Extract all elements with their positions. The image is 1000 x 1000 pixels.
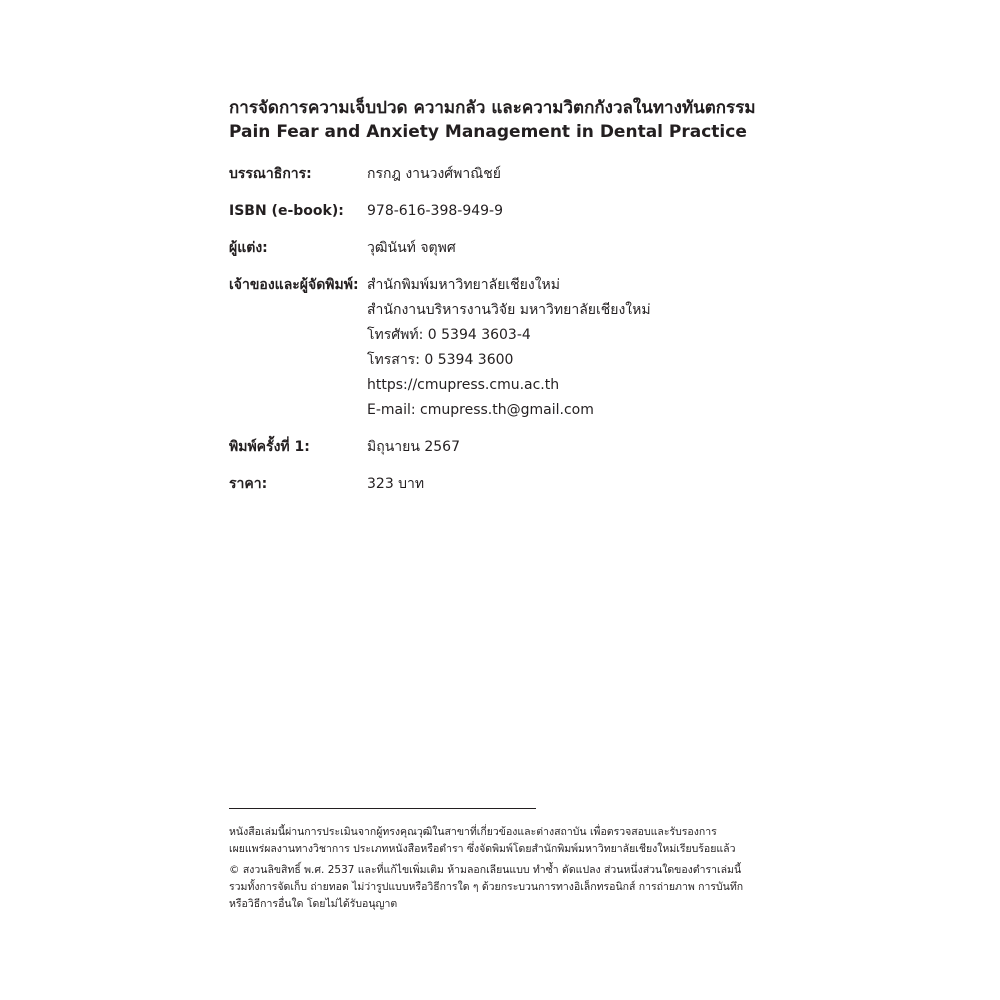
edition-row xyxy=(229,435,789,460)
edition-value: มิถุนายน 2567 xyxy=(367,439,460,455)
author-row xyxy=(229,236,789,261)
publisher-website: https://cmupress.cmu.ac.th xyxy=(367,377,560,393)
price-label: ราคา: xyxy=(229,476,268,492)
author-label: ผู้แต่ง: xyxy=(229,240,268,256)
footnote-line: หนังสือเล่มนี้ผ่านการประเมินจากผู้ทรงคุณวุฒิในสาขาที่เกี่ยวข้องและต่างสถาบัน เพื่อตรวจสอบและรับรองการ xyxy=(229,826,717,838)
footnote xyxy=(229,824,774,917)
book-title xyxy=(229,96,789,144)
editor-row xyxy=(229,162,789,187)
publisher-fax: โทรสาร: 0 5394 3600 xyxy=(367,352,514,368)
footnote-line: เผยแพร่ผลงานทางวิชาการ ประเภทหนังสือหรือตำรา ซึ่งจัดพิมพ์โดยสำนักพิมพ์มหาวิทยาลัยเชียงใหม่เรียบร้อยแล้ว xyxy=(229,843,736,855)
title-thai: การจัดการความเจ็บปวด ความกลัว และความวิตกกังวลในทางทันตกรรม xyxy=(229,98,756,118)
publisher-row xyxy=(229,273,789,423)
publisher-label: เจ้าของและผู้จัดพิมพ์: xyxy=(229,277,359,293)
review-statement xyxy=(229,824,774,858)
footnote-divider xyxy=(229,808,536,809)
isbn-value: 978-616-398-949-9 xyxy=(367,203,504,219)
title-english: Pain Fear and Anxiety Management in Dental Practice xyxy=(229,122,747,142)
footnote-line: รวมทั้งการจัดเก็บ ถ่ายทอด ไม่ว่ารูปแบบหรือวิธีการใด ๆ ด้วยกระบวนการทางอิเล็กทรอนิกส์ การถ่ายภาพ การบันทึก xyxy=(229,881,744,893)
price-value: 323 บาท xyxy=(367,476,425,492)
author-value: วุฒินันท์ จตุพศ xyxy=(367,240,456,256)
footnote-line: © สงวนลิขสิทธิ์ พ.ศ. 2537 และที่แก้ไขเพิ่มเติม ห้ามลอกเลียนแบบ ทำซ้ำ ดัดแปลง ส่วนหนึ่งส่วนใดของตำราเล่มนี้ xyxy=(229,864,742,876)
publisher-office: สำนักงานบริหารงานวิจัย มหาวิทยาลัยเชียงใหม่ xyxy=(367,302,651,318)
publisher-email: E-mail: cmupress.th@gmail.com xyxy=(367,402,594,418)
editor-label: บรรณาธิการ: xyxy=(229,166,312,182)
copyright-statement xyxy=(229,862,774,913)
edition-label: พิมพ์ครั้งที่ 1: xyxy=(229,439,310,455)
footnote-line: หรือวิธีการอื่นใด โดยไม่ได้รับอนุญาต xyxy=(229,898,398,910)
publisher-phone: โทรศัพท์: 0 5394 3603-4 xyxy=(367,327,531,343)
price-row xyxy=(229,472,789,497)
publisher-name: สำนักพิมพ์มหาวิทยาลัยเชียงใหม่ xyxy=(367,277,561,293)
isbn-row xyxy=(229,199,789,224)
isbn-label: ISBN (e-book): xyxy=(229,203,344,219)
editor-value: กรกฎ งานวงศ์พาณิชย์ xyxy=(367,166,501,182)
publication-details xyxy=(229,162,789,509)
